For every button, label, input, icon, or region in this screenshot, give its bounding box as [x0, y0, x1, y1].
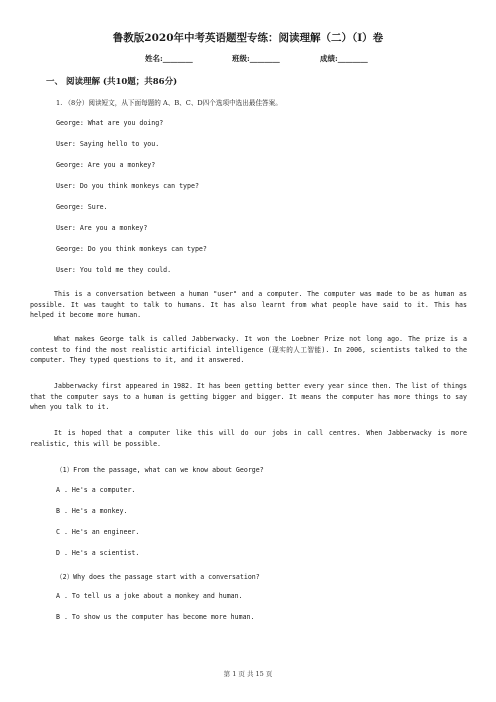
dialogue-line: George: Do you think monkeys can type? — [56, 245, 207, 253]
dialogue-line: George: Sure. — [56, 203, 108, 211]
answer-option: D . He's a scientist. — [56, 549, 140, 557]
question-stem: （1）From the passage, what can we know about George? — [56, 466, 264, 474]
name-field: 姓名:________ — [145, 54, 193, 63]
answer-option: A . He's a computer. — [56, 486, 136, 494]
passage-paragraph: Jabberwacky first appeared in 1982. It has been getting better every year since then. The list of things that the computer says to a human is getting bigger and bigger. It means the computer has more things to say when you talk to it. — [30, 382, 467, 411]
document-title: 鲁教版2020年中考英语题型专练：阅读理解（二）（I）卷 — [112, 32, 384, 44]
answer-option: B . To show us the computer has become more human. — [56, 613, 255, 621]
score-field: 成绩:________ — [320, 54, 368, 63]
answer-option: A . To tell us a joke about a monkey and human. — [56, 592, 243, 600]
answer-option: B . He's a monkey. — [56, 507, 128, 515]
question-stem: （2）Why does the passage start with a conversation? — [56, 573, 260, 581]
dialogue-line: User: Are you a monkey? — [56, 224, 148, 232]
class-field: 班级:________ — [232, 54, 280, 63]
dialogue-line: User: Do you think monkeys can type? — [56, 182, 199, 190]
passage-paragraph: This is a conversation between a human "user" and a computer. The computer was made to be as human as possible. It was taught to talk to humans. It has also learnt from what people have said to it. This has helped it become more human. — [30, 290, 467, 319]
answer-option: C . He's an engineer. — [56, 528, 140, 536]
section-heading: 一、 阅读理解 (共10题；共86分) — [46, 77, 178, 87]
question-intro: 1. （8分）阅读短文，从下面每题的 A、B、C、D四个选项中选出最佳答案。 — [56, 99, 282, 107]
passage-paragraph: It is hoped that a computer like this will do our jobs in call centres. When Jabberwacky is more realistic, this will be possible. — [30, 429, 467, 448]
dialogue-line: User: You told me they could. — [56, 266, 172, 274]
dialogue-line: George: Are you a monkey? — [56, 161, 156, 169]
dialogue-line: User: Saying hello to you. — [56, 140, 160, 148]
passage-paragraph: What makes George talk is called Jabberwacky. It won the Loebner Prize not long ago. The prize is a contest to find the most realistic artificial intelligence (现实的人工智能). In 2006, scientists talked to the computer. They typed questions to it, and it answered. — [30, 335, 467, 364]
page-footer: 第 1 页 共 15 页 — [223, 670, 273, 678]
dialogue-line: George: What are you doing? — [56, 119, 164, 127]
